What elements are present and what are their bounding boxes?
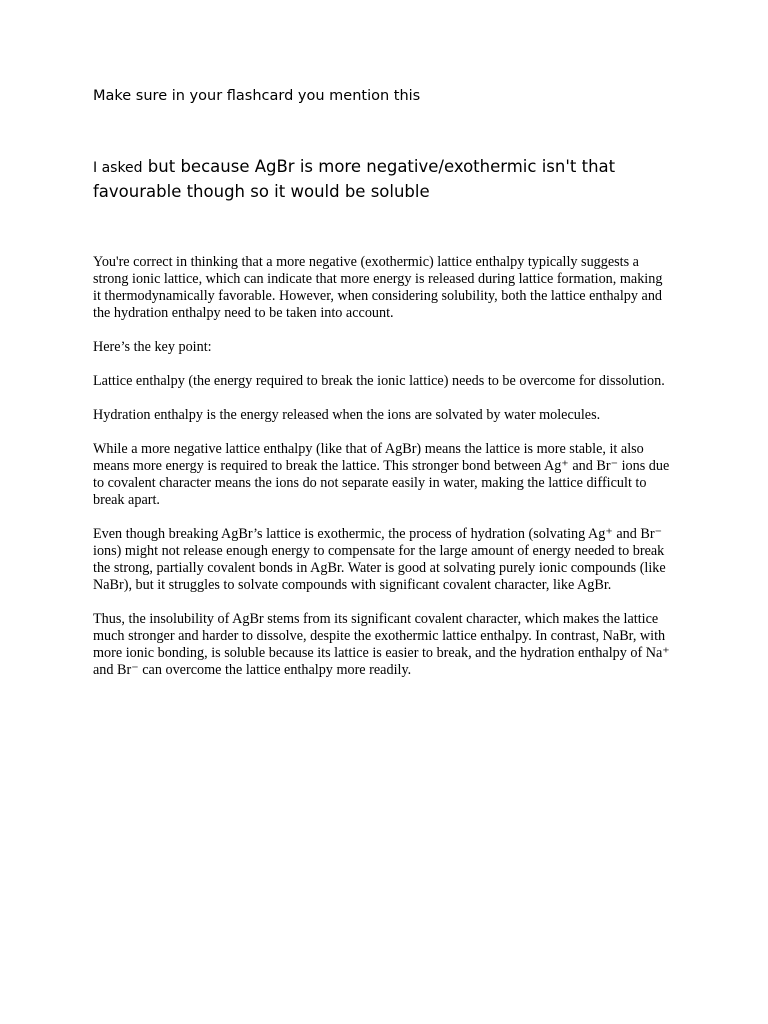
question-text: but because AgBr is more negative/exothermic isn't that favourable though so it would be soluble — [93, 157, 616, 201]
answer-paragraph: Hydration enthalpy is the energy released when the ions are solvated by water molecules. — [93, 407, 601, 423]
answer-paragraph: Thus, the insolubility of AgBr stems from its significant covalent character, which makes the lattice much stronger and harder to dissolve, despite the exothermic lattice enthalpy. In contrast, NaBr, with more ionic bonding, is soluble because its lattice is easier to break, and the hydration enthalpy of Na⁺ and Br⁻ can overcome the lattice enthalpy more readily. — [93, 611, 670, 678]
answer-paragraph: You're correct in thinking that a more negative (exothermic) lattice enthalpy typically suggests a strong ionic lattice, which can indicate that more energy is released during lattice formation, making it thermodynamically favorable. However, when considering solubility, both the lattice enthalpy and the hydration enthalpy need to be taken into account. — [93, 254, 663, 321]
answer-paragraph: Even though breaking AgBr’s lattice is exothermic, the process of hydration (solvating Ag⁺ and Br⁻ ions) might not release enough energy to compensate for the large amount of energy needed to break the strong, partially covalent bonds in AgBr. Water is good at solvating purely ionic compounds (like NaBr), but it struggles to solvate compounds with significant covalent character, like AgBr. — [93, 526, 666, 593]
document-body — [93, 86, 673, 696]
answer-paragraph: Here’s the key point: — [93, 339, 212, 355]
user-question — [93, 155, 673, 203]
answer-paragraph: Lattice enthalpy (the energy required to break the ionic lattice) needs to be overcome for dissolution. — [93, 373, 665, 389]
answer-section — [93, 254, 673, 679]
flashcard-note: Make sure in your flashcard you mention this — [93, 88, 421, 104]
answer-paragraph: While a more negative lattice enthalpy (like that of AgBr) means the lattice is more stable, it also means more energy is required to break the lattice. This stronger bond between Ag⁺ and Br⁻ ions due to covalent character means the ions do not separate easily in water, making the lattice difficult to break apart. — [93, 441, 670, 508]
question-prefix: I asked — [93, 160, 143, 176]
